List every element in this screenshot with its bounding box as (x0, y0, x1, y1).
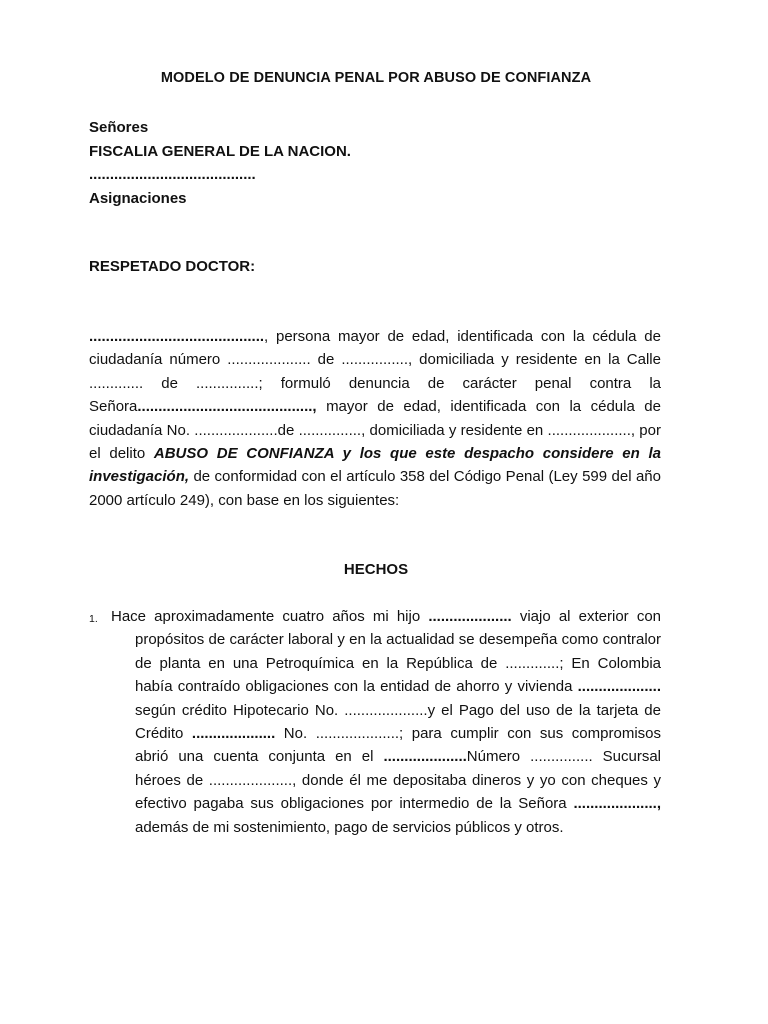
intro-text-2: mayor de edad, identificada con la cédula de ciudadanía No. ....................de ..............., domiciliada y residente en ...................., por el delito (89, 398, 661, 463)
addressee-block (89, 116, 351, 210)
fact-text-e: No. ....................; para cumplir con sus compromisos abrió una cuenta conjunta en el (135, 725, 661, 766)
fact-text-a: Hace aproximadamente cuatro años mi hijo (111, 608, 429, 625)
addressee-assignment: Asignaciones (89, 189, 187, 207)
fact-text-d: según crédito Hipotecario No. ....................y el Pago del uso de la tarjeta de Crédito (135, 701, 661, 743)
blank-complainant-name: .......................................... (89, 328, 265, 345)
blank-credit-card: .................... (191, 725, 276, 743)
blank-bank-name: .................... (383, 748, 467, 766)
section-title-facts: HECHOS (343, 561, 409, 578)
fact-text-g: además de mi sostenimiento, pago de servicios públicos y otros. (135, 818, 564, 836)
addressee-greeting: Señores (89, 119, 149, 136)
blank-savings-entity: .................... (577, 678, 661, 696)
fact-text-c: viajo al exterior con propósitos de carácter laboral y en la actualidad se desempeña como contralor de planta en una Petroquímica en la República de .............; En Colombia había contraído obligaciones con la entidad de ahorro y vivienda (135, 608, 661, 696)
intro-text-1: , persona mayor de edad, identificada con la cédula de ciudadanía número .................... de ................, domiciliada y residente en la Calle ............. de ...............; formuló denuncia de carácter penal contra la Señora (89, 328, 661, 416)
blank-lady-name: ...................., (573, 795, 661, 813)
intro-paragraph (89, 325, 661, 512)
salutation: RESPETADO DOCTOR: (89, 258, 256, 275)
addressee-institution: FISCALIA GENERAL DE LA NACION. (89, 142, 351, 160)
crime-name: ABUSO DE CONFIANZA y los que este despacho considere en la investigación, (89, 445, 661, 486)
intro-text-3: de conformidad con el artículo 358 del Código Penal (Ley 599 del año 2000 artículo 249), con base en los siguientes: (89, 468, 661, 509)
addressee-blank: ........................................ (89, 166, 256, 183)
blank-son-name: .................... (428, 608, 512, 625)
blank-accused-name: .........................................., (137, 398, 317, 416)
fact-text-f: Número ............... Sucursal héroes de ...................., donde él me depositaba dineros y yo con cheques y efectivo pagaba sus obligaciones por intermedio de la Señora (135, 748, 661, 813)
fact-item (89, 605, 661, 839)
fact-text (111, 605, 661, 839)
fact-number: 1. (89, 613, 98, 625)
document-title: MODELO DE DENUNCIA PENAL POR ABUSO DE CONFIANZA (160, 70, 592, 86)
